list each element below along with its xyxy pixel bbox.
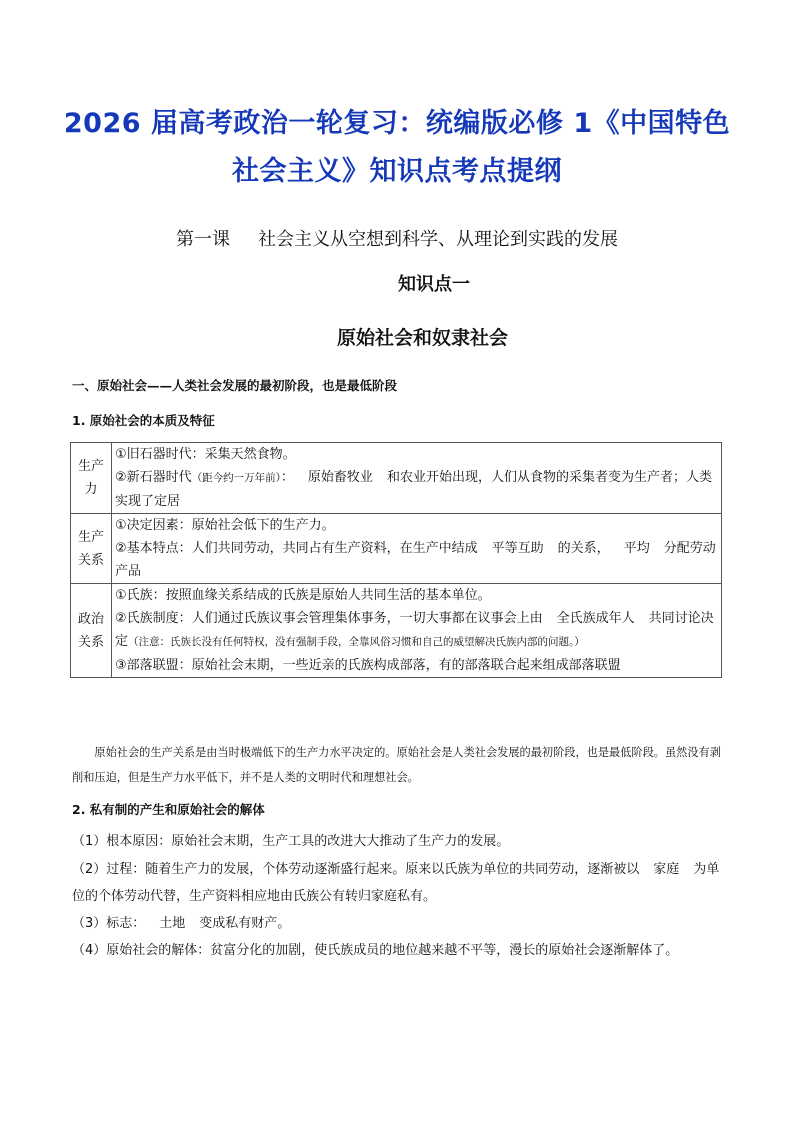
subsection-heading: 2. 私有制的产生和原始社会的解体 [72,802,265,817]
knowledge-point-label: 知识点一 [398,274,470,295]
document-title-line2: 社会主义》知识点考点提纲 [232,156,562,187]
subsection-heading: 1. 原始社会的本质及特征 [72,413,215,428]
knowledge-point-subtitle: 原始社会和奴隶社会 [336,327,508,349]
row-label-political-relations: 政治 关系 [71,584,112,678]
row-content: ①氏族：按照血缘关系结成的氏族是原始人共同生活的基本单位。 ②氏族制度：人们通过氏族议事会管理集体事务，一切大事都在议事会上由 全氏族成年人 共同讨论决定（注意：氏族长没有任何特权，没有强制手段，全靠风俗习惯和自己的威望解决氏族内部的问题。） ③部落联盟：原始社会末期，一些近亲的氏族构成部落，有的部落联合起来组成部落联盟 [112,584,722,678]
lesson-number: 第一课 [176,229,230,250]
document-title [60,100,734,196]
row-label-productivity: 生产力 [71,443,112,514]
features-table [70,442,722,678]
row-label-production-relations: 生产 关系 [71,514,112,584]
table-row [71,514,722,584]
section-heading: 一、原始社会——人类社会发展的最初阶段，也是最低阶段 [72,378,398,393]
table-row [71,443,722,514]
row-content: ①决定因素：原始社会低下的生产力。 ②基本特点：人们共同劳动，共同占有生产资料，在生产中结成 平等互助 的关系， 平均 分配劳动产品 [112,514,722,584]
lesson-title [0,225,794,251]
paragraph: （3）标志： 土地 变成私有财产。 [72,916,291,931]
row-content: ①旧石器时代：采集天然食物。 ②新石器时代（距今约一万年前）： 原始畜牧业 和农业开始出现，人们从食物的采集者变为生产者；人类实现了定居 [112,443,722,514]
explanatory-note: 原始社会的生产关系是由当时极端低下的生产力水平决定的。原始社会是人类社会发展的最初阶段，也是最低阶段。虽然没有剥削和压迫，但是生产力水平低下，并不是人类的文明时代和理想社会。 [72,746,721,784]
paragraph: （2）过程：随着生产力的发展，个体劳动逐渐盛行起来。原来以氏族为单位的共同劳动，逐渐被以 家庭 为单位的个体劳动代替，生产资料相应地由氏族公有转归家庭私有。 [72,862,720,904]
lesson-name: 社会主义从空想到科学、从理论到实践的发展 [258,229,618,250]
table-row [71,584,722,678]
paragraph: （1）根本原因：原始社会末期，生产工具的改进大大推动了生产力的发展。 [72,834,510,849]
paragraph: （4）原始社会的解体：贫富分化的加剧，使氏族成员的地位越来越不平等，漫长的原始社会逐渐解体了。 [72,943,679,958]
document-title-line1: 2026 届高考政治一轮复习：统编版必修 1《中国特色 [63,108,731,139]
